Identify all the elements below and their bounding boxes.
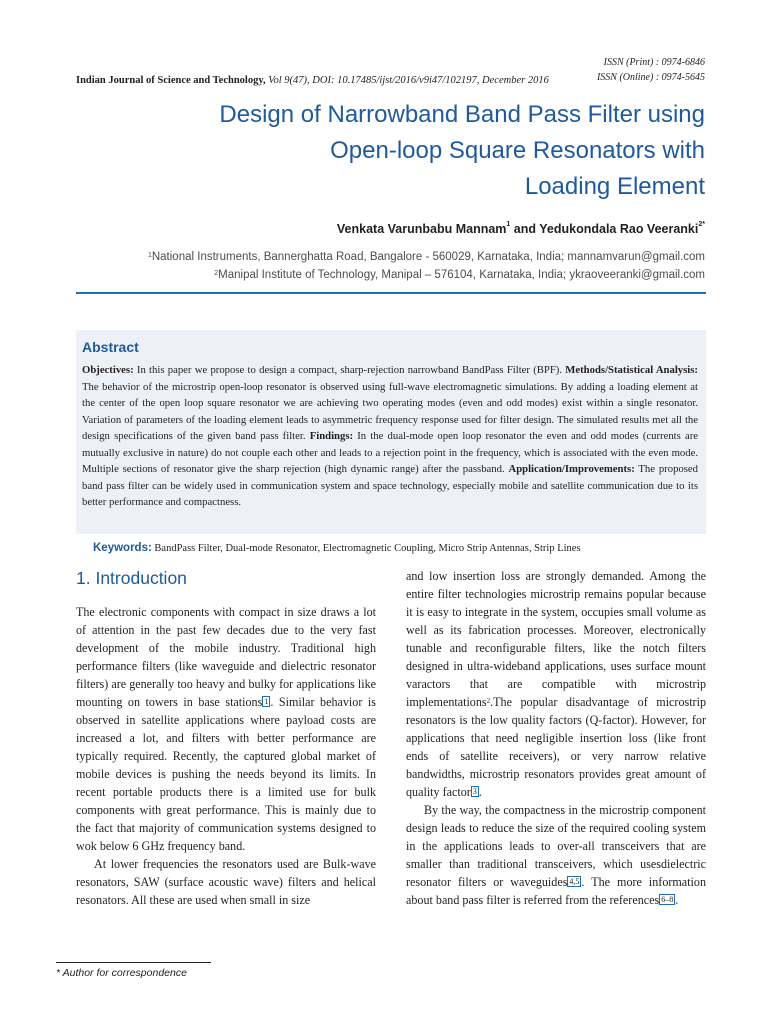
title-line-2: Open-loop Square Resonators with	[330, 137, 705, 164]
paragraph	[406, 801, 706, 909]
affiliation-2-sup: 2	[214, 270, 219, 277]
issn-block	[597, 55, 705, 85]
affiliation-2	[148, 266, 705, 284]
author-1-affil: 1	[506, 221, 511, 228]
application-text: The proposed band pass filter can be widely used in communication system and space technology, especially mobile and satellite communication due to its better performance and compactness.	[82, 463, 699, 508]
title-line-3: Loading Element	[524, 173, 705, 200]
keywords	[93, 542, 713, 554]
text-column-left	[76, 603, 376, 909]
paragraph-text: .The popular disadvantage of microstrip resonators is the low quality factors (Q-factor). However, for applications that need negligible insertion loss (like front ends of satellite receivers), or very narrow relative bandwidths, microstrip resonators provides great amount of quality factor	[406, 695, 706, 799]
paragraph-text: and low insertion loss are strongly demanded. Among the entire filter technologies microstrip remains popular because it is easy to integrate in the system, occupies small volume as well as its fabrication processes. Moreover, electronically tunable and reconfigurable filters, like the notch filters designed in ultra-wideband applications, uses surface mount varactors that are compatible with microstrip implementations	[406, 569, 706, 709]
objectives-text: In this paper we propose to design a compact, sharp-rejection narrowband BandPass Filter (BPF).	[133, 364, 566, 376]
author-2: Yedukondala Rao Veeranki	[539, 222, 699, 236]
author-1: Venkata Varunbabu Mannam	[336, 222, 507, 236]
paragraph-text: The electronic components with compact in size draws a lot of attention in the past few decades due to the very fast development of the mobile industry. Traditional high performance filters (like waveguide and dielectric resonator filters) are generally too heavy and bulky for applications like mounting on towers in base stations	[76, 605, 376, 709]
citation-sup: 2	[486, 697, 491, 705]
text-column-right	[406, 567, 706, 909]
journal-citation	[76, 75, 549, 86]
findings-text: In the dual-mode open loop resonator the even and odd modes (currents are mutually exclusive in nature) do not couple each other and leads to a rejection point in the frequency, which is associated with the even mode. Multiple sections of resonator give the sharp rejection (high dynamic range) after the passband.	[82, 430, 699, 475]
journal-meta: Vol 9(47), DOI: 10.17485/ijst/2016/v9i47/102197, December 2016	[265, 75, 549, 86]
section-heading-introduction: 1. Introduction	[76, 568, 187, 588]
application-label: Application/Improvements:	[508, 463, 635, 475]
affiliations	[148, 248, 705, 284]
findings-label: Findings:	[309, 430, 354, 442]
author-connector: and	[510, 222, 540, 236]
author-list	[337, 222, 705, 236]
issn-online: ISSN (Online) : 0974-5645	[596, 72, 705, 83]
paragraph-text: . Similar behavior is observed in satellite applications where payload costs are increased a lot, and filters with better performance are typically required. Recently, the captured global market of mobile devices is pushing the needs beyond its limits. In recent portable products there is a limited use for bulk components with great performance. This is mainly due to the fact that majority of communication systems designed to wok below 6 GHz frequency band.	[76, 695, 376, 853]
citation-link[interactable]: 4,5	[569, 877, 580, 886]
abstract-heading: Abstract	[82, 339, 139, 355]
affiliation-2-text: Manipal Institute of Technology, Manipal – 576104, Karnataka, India; ykraoveeranki@gmail.com	[218, 269, 705, 281]
abstract-body	[82, 362, 698, 511]
paper-title	[85, 97, 705, 205]
footnote-divider	[56, 962, 211, 963]
keywords-text: BandPass Filter, Dual-mode Resonator, Electromagnetic Coupling, Micro Strip Antennas, Strip Lines	[151, 543, 581, 554]
paragraph-text: By the way, the compactness in the microstrip component design leads to reduce the size of the required cooling system in the applications leads to over-all transceivers that are smaller than traditional transceivers, which usesdielectric resonator filters or waveguides	[406, 803, 706, 889]
paragraph-text: . The more information about band pass filter is referred from the references	[406, 875, 706, 907]
issn-print: ISSN (Print) : 0974-6846	[603, 57, 705, 68]
author-2-affil: 2*	[698, 221, 705, 228]
citation-link[interactable]: 1	[264, 697, 269, 706]
methods-text: The behavior of the microstrip open-loop resonator is observed using full-wave electromagnetic simulations. By adding a loading element at the center of the open loop square resonator we are achieving two operating modes (even and odd modes) exist within a single resonator. Variation of parameters of the loading element leads to asymmetric frequency response used for filter design. The simulated results met all the design specifications of the given band pass filter.	[82, 380, 698, 442]
affiliation-1-text: National Instruments, Bannerghatta Road, Bangalore - 560029, Karnataka, India; mannamvarun@gmail.com	[151, 251, 705, 263]
paragraph: At lower frequencies the resonators used are Bulk-wave resonators, SAW (surface acoustic wave) filters and helical resonators. All these are used when small in size	[76, 857, 376, 907]
paragraph-text: .	[478, 785, 482, 799]
title-line-1: Design of Narrowband Band Pass Filter using	[219, 101, 705, 128]
citation-link[interactable]: 6–8	[661, 895, 674, 904]
keywords-label: Keywords:	[93, 542, 152, 554]
footnote: * Author for correspondence	[56, 967, 187, 979]
paragraph-text: .	[675, 893, 679, 907]
paragraph	[406, 567, 706, 801]
affiliation-1-sup: 1	[147, 252, 152, 259]
affiliation-1	[148, 248, 705, 266]
header-divider	[76, 292, 706, 294]
citation-link[interactable]: 3	[472, 787, 477, 796]
objectives-label: Objectives:	[82, 364, 134, 376]
methods-label: Methods/Statistical Analysis:	[565, 364, 698, 376]
paragraph	[76, 603, 376, 855]
journal-name: Indian Journal of Science and Technology,	[76, 75, 266, 86]
